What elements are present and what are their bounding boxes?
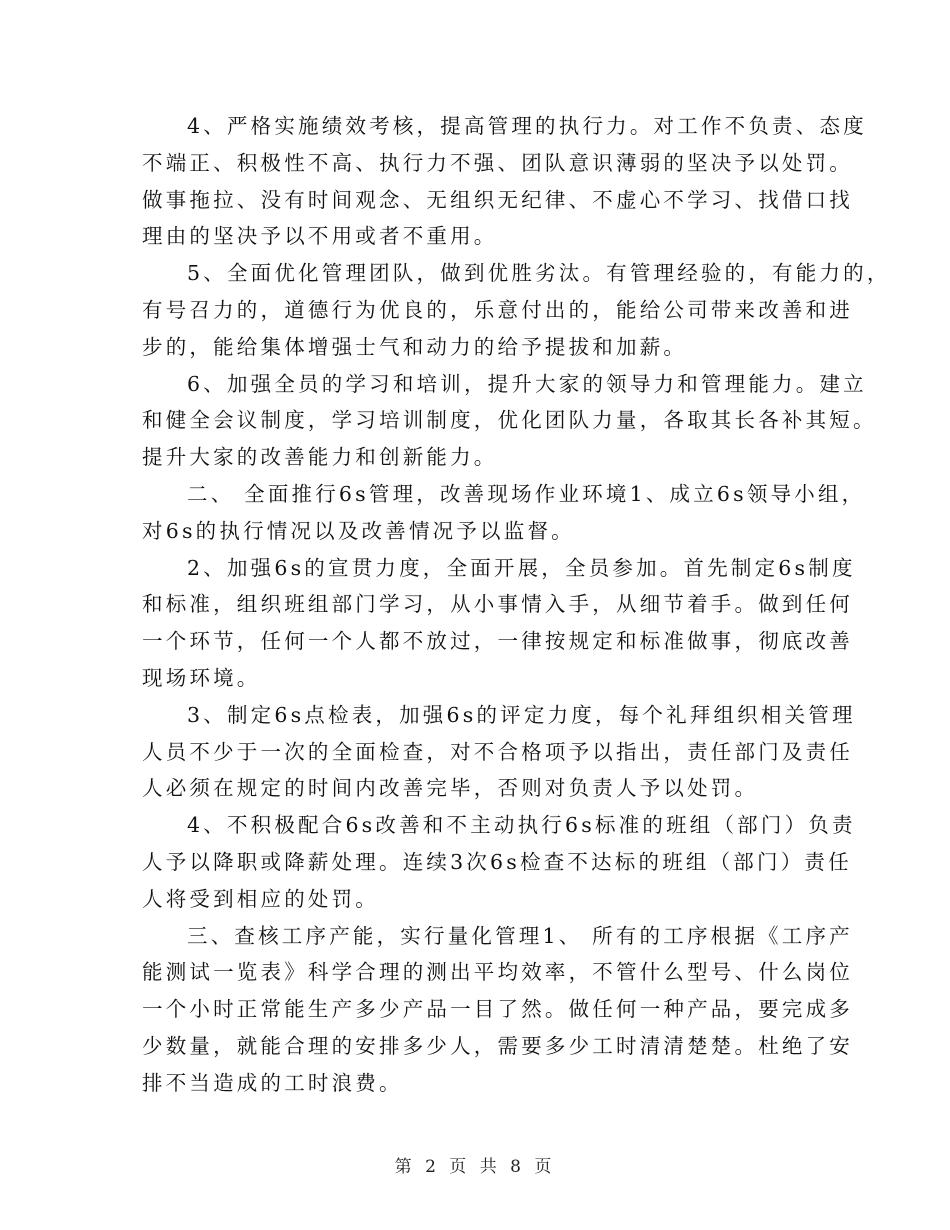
paragraph-1: [142, 108, 867, 255]
text-line: 理由的坚决予以不用或者不重用。: [142, 224, 498, 249]
paragraph-8: [142, 918, 853, 1102]
text-line: 人予以降职或降薪处理。连续3次6s检查不达标的班组（部门）责任: [142, 849, 852, 874]
text-line: 和标准，组织班组部门学习，从小事情入手，从细节着手。做到任何: [142, 592, 853, 617]
text-line: 有号召力的，道德行为优良的，乐意付出的，能给公司带来改善和进: [142, 297, 853, 322]
paragraph-3: [142, 366, 877, 476]
text-line: 人必须在规定的时间内改善完毕，否则对负责人予以处罚。: [142, 776, 759, 801]
text-line: 步的，能给集体增强士气和动力的给予提拔和加薪。: [142, 334, 688, 359]
text-line: 能测试一览表》科学合理的测出平均效率，不管什么型号、什么岗位: [142, 960, 853, 985]
paragraph-7: [142, 807, 856, 917]
paragraph-5: [142, 550, 856, 697]
document-body: [142, 108, 891, 1102]
text-line: 不端正、积极性不高、执行力不强、团队意识薄弱的坚决予以处罚。: [142, 150, 853, 175]
text-line: 现场环境。: [142, 665, 261, 690]
text-line: 4、不积极配合6s改善和不主动执行6s标准的班组（部门）负责: [187, 813, 856, 838]
text-line: 和健全会议制度，学习培训制度，优化团队力量，各取其长各补其短。: [142, 408, 877, 433]
text-line: 2、加强6s的宣贯力度，全面开展，全员参加。首先制定6s制度: [187, 555, 856, 580]
text-line: 少数量，就能合理的安排多少人，需要多少工时清清楚楚。杜绝了安: [142, 1033, 853, 1058]
text-line: 二、 全面推行6s管理，改善现场作业环境1、成立6s领导小组，: [187, 481, 866, 506]
paragraph-6: [142, 697, 856, 807]
text-line: 三、查核工序产能，实行量化管理1、 所有的工序根据《工序产: [187, 923, 853, 948]
text-line: 3、制定6s点检表，加强6s的评定力度，每个礼拜组织相关管理: [187, 702, 856, 727]
text-line: 提升大家的改善能力和创新能力。: [142, 445, 498, 470]
text-line: 对6s的执行情况以及改善情况予以监督。: [142, 518, 575, 543]
text-line: 6、加强全员的学习和培训，提升大家的领导力和管理能力。建立: [187, 371, 867, 396]
text-line: 一个环节，任何一个人都不放过，一律按规定和标准做事，彻底改善: [142, 629, 853, 654]
text-line: 排不当造成的工时浪费。: [142, 1070, 403, 1095]
text-line: 人将受到相应的处罚。: [142, 886, 379, 911]
text-line: 5、全面优化管理团队，做到优胜劣汰。有管理经验的，有能力的，: [187, 261, 891, 286]
text-line: 做事拖拉、没有时间观念、无组织无纪律、不虚心不学习、找借口找: [142, 187, 853, 212]
text-line: 4、严格实施绩效考核，提高管理的执行力。对工作不负责、态度: [187, 114, 867, 138]
text-line: 人员不少于一次的全面检查，对不合格项予以指出，责任部门及责任: [142, 739, 853, 764]
page-number: 第 2 页 共 8 页: [394, 1157, 556, 1177]
paragraph-4: [142, 476, 866, 550]
text-line: 一个小时正常能生产多少产品一目了然。做任何一种产品，要完成多: [142, 997, 853, 1022]
paragraph-2: [142, 255, 891, 365]
